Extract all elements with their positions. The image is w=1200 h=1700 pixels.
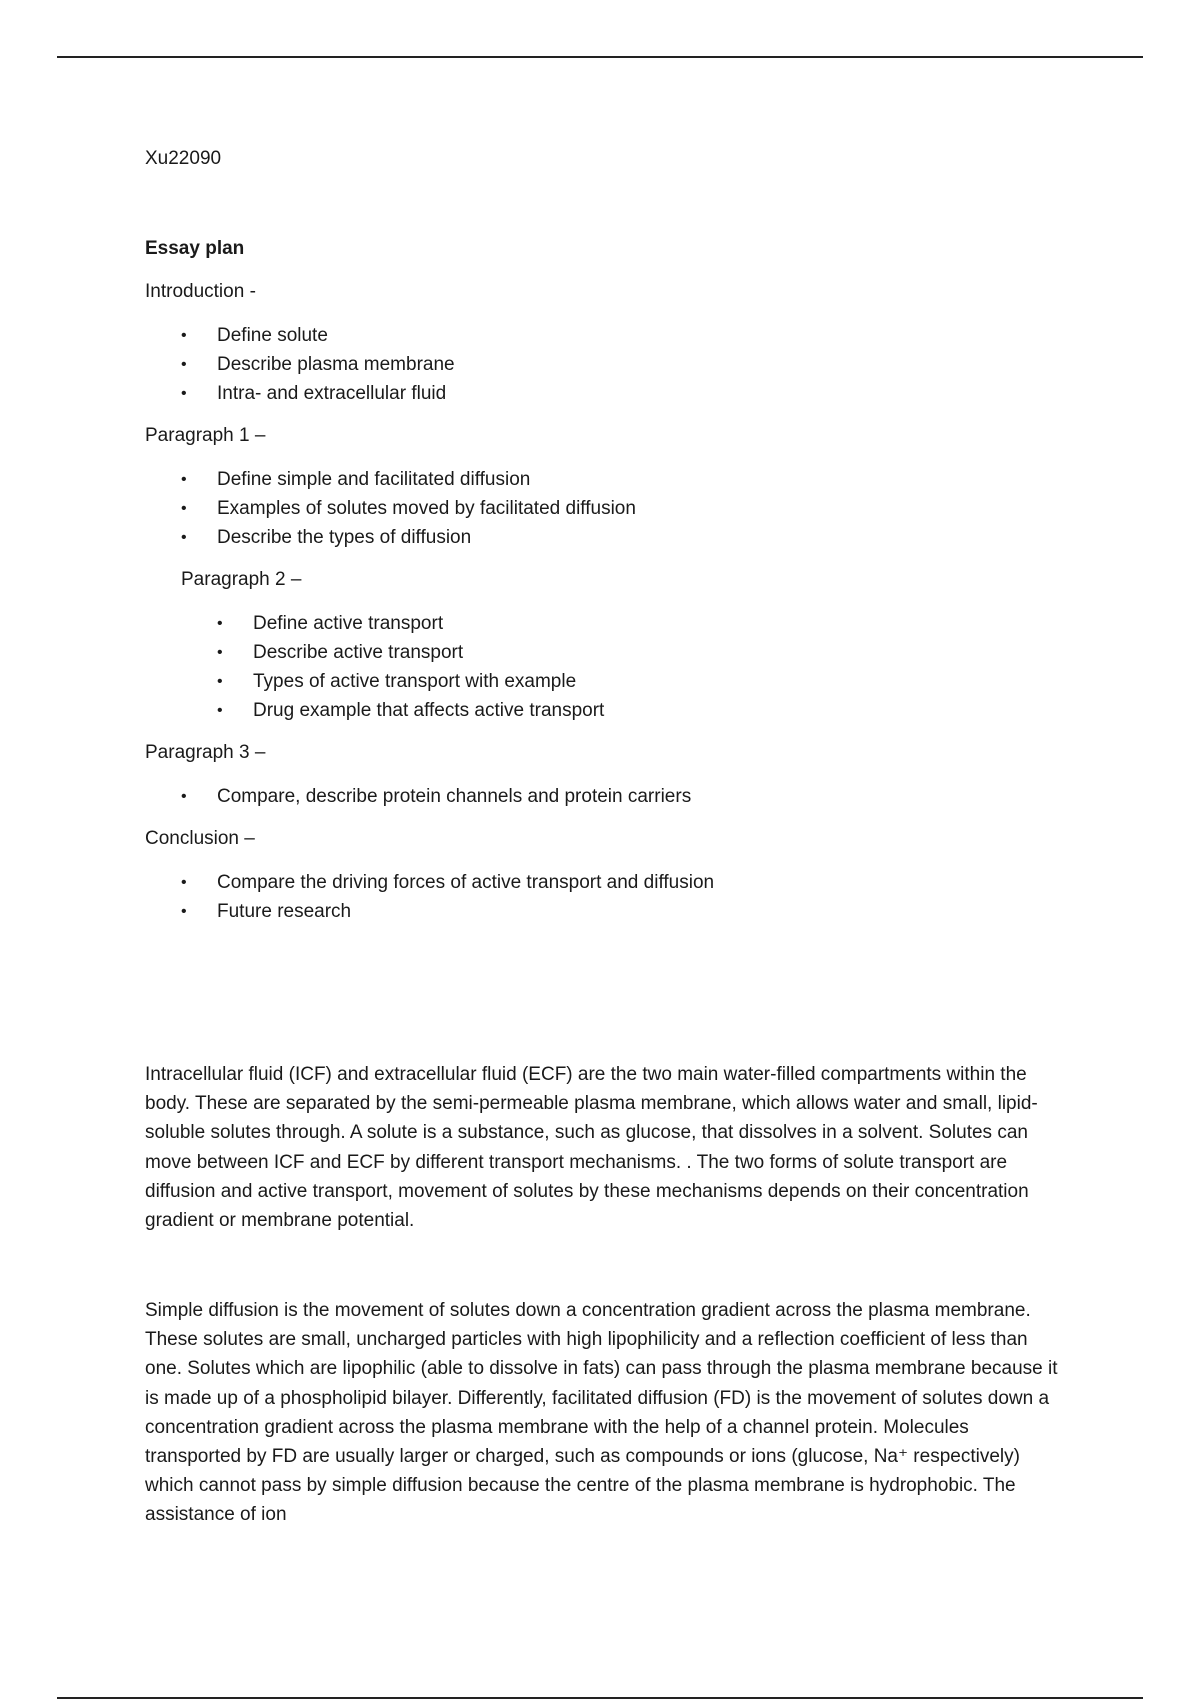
body-paragraph-diffusion: Simple diffusion is the movement of solutes down a concentration gradient across the plasma membrane. These solutes are small, uncharged particles with high lipophilicity and a reflection coefficient of less than one. Solutes which are lipophilic (able to dissolve in fats) can pass through the plasma membrane because it is made up of a phospholipid bilayer. Differently, facilitated diffusion (FD) is the movement of solutes down a concentration gradient across the plasma membrane with the help of a channel protein. Molecules transported by FD are usually larger or charged, such as compounds or ions (glucose, Na⁺ respectively) which cannot pass by simple diffusion because the centre of the plasma membrane is hydrophobic. The assistance of ion xyxy=(145,1300,1058,1526)
list-item: • Define active transport xyxy=(217,609,1075,638)
list-item: • Describe the types of diffusion xyxy=(181,523,1075,552)
section-label-conclusion: Conclusion – xyxy=(145,828,255,849)
bullet-icon: • xyxy=(181,874,187,891)
bullet-icon: • xyxy=(181,529,187,546)
bullet-icon: • xyxy=(181,356,187,373)
bullet-icon: • xyxy=(181,788,187,805)
list-item: • Compare, describe protein channels and protein carriers xyxy=(181,782,1075,811)
bullet-list-conclusion xyxy=(145,868,1075,926)
list-item: • Types of active transport with example xyxy=(217,667,1075,696)
bullet-list-introduction xyxy=(145,321,1075,408)
list-item: • Define simple and facilitated diffusion xyxy=(181,465,1075,494)
section-label-paragraph-1: Paragraph 1 – xyxy=(145,425,266,446)
bullet-list-paragraph-3 xyxy=(145,782,1075,811)
paragraph-2-block xyxy=(181,568,1075,725)
bullet-icon: • xyxy=(181,471,187,488)
bullet-icon: • xyxy=(217,644,223,661)
section-label-paragraph-2: Paragraph 2 – xyxy=(181,569,302,590)
list-item: • Future research xyxy=(181,897,1075,926)
essay-plan-title: Essay plan xyxy=(145,238,245,259)
header-rule xyxy=(57,56,1143,58)
list-item: • Describe active transport xyxy=(217,638,1075,667)
bullet-icon: • xyxy=(217,615,223,632)
body-paragraph-intro: Intracellular fluid (ICF) and extracellular fluid (ECF) are the two main water-filled compartments within the body. These are separated by the semi-permeable plasma membrane, which allows water and small, lipid-soluble solutes through. A solute is a substance, such as glucose, that dissolves in a solvent. Solutes can move between ICF and ECF by different transport mechanisms. . The two forms of solute transport are diffusion and active transport, movement of solutes by these mechanisms depends on their concentration gradient or membrane potential. xyxy=(145,1064,1038,1232)
bullet-icon: • xyxy=(217,673,223,690)
document-id: Xu22090 xyxy=(145,148,222,169)
essay-plan xyxy=(145,237,1075,942)
list-item: • Intra- and extracellular fluid xyxy=(181,379,1075,408)
bullet-icon: • xyxy=(181,327,187,344)
section-label-paragraph-3: Paragraph 3 – xyxy=(145,742,266,763)
bullet-list-paragraph-1 xyxy=(145,465,1075,552)
bullet-icon: • xyxy=(217,702,223,719)
list-item: • Compare the driving forces of active transport and diffusion xyxy=(181,868,1075,897)
section-label-introduction: Introduction - xyxy=(145,281,256,302)
bullet-list-paragraph-2 xyxy=(181,609,1075,725)
bullet-icon: • xyxy=(181,500,187,517)
list-item: • Drug example that affects active transport xyxy=(217,696,1075,725)
footer-rule xyxy=(57,1697,1143,1699)
list-item: • Examples of solutes moved by facilitated diffusion xyxy=(181,494,1075,523)
bullet-icon: • xyxy=(181,903,187,920)
list-item: • Define solute xyxy=(181,321,1075,350)
list-item: • Describe plasma membrane xyxy=(181,350,1075,379)
bullet-icon: • xyxy=(181,385,187,402)
